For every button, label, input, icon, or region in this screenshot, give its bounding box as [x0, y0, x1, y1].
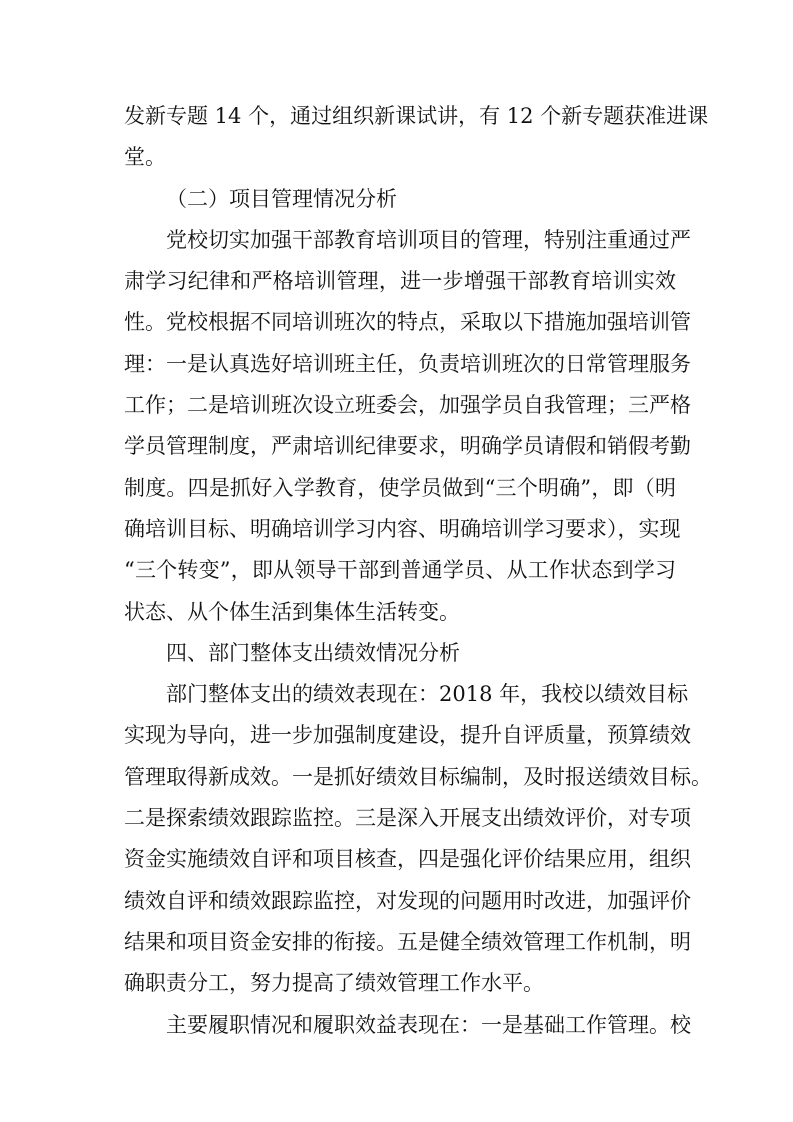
text-line: 学员管理制度，严肃培训纪律要求，明确学员请假和销假考勤	[124, 434, 691, 459]
text-line: 管理取得新成效。一是抓好绩效目标编制，及时报送绩效目标。	[124, 764, 712, 789]
text-line: 主要履职情况和履职效益表现在：一是基础工作管理。校	[166, 1012, 691, 1037]
text-line: 工作；二是培训班次设立班委会，加强学员自我管理；三严格	[124, 393, 691, 418]
text-line: 实现为导向，进一步加强制度建设，提升自评质量，预算绩效	[124, 723, 691, 748]
text-line: 结果和项目资金安排的衔接。五是健全绩效管理工作机制，明	[124, 929, 691, 954]
document-body	[124, 96, 712, 1046]
text-line: 性。党校根据不同培训班次的特点，采取以下措施加强培训管	[124, 310, 691, 335]
paragraph-expenditure-performance	[124, 674, 712, 1004]
heading-text: （二）项目管理情况分析	[166, 186, 397, 211]
section-heading-project-management	[124, 179, 676, 220]
text-line: 确培训目标、明确培训学习内容、明确培训学习要求），实现	[124, 516, 681, 541]
paragraph-duty-performance	[124, 1005, 691, 1046]
paragraph-project-management	[124, 220, 691, 633]
heading-text: 四、部门整体支出绩效情况分析	[166, 640, 460, 665]
text-line: 堂。	[124, 145, 166, 170]
text-line: “三个转变”，即从领导干部到普通学员、从工作状态到学习	[124, 558, 676, 583]
text-line: 状态、从个体生活到集体生活转变。	[124, 599, 460, 624]
text-line: 绩效自评和绩效跟踪监控，对发现的问题用时改进，加强评价	[124, 888, 691, 913]
text-line: 理：一是认真选好培训班主任，负责培训班次的日常管理服务	[124, 351, 691, 376]
text-line: 确职责分工，努力提高了绩效管理工作水平。	[124, 971, 544, 996]
paragraph-new-topics	[124, 96, 709, 179]
text-line: 发新专题 14 个，通过组织新课试讲，有 12 个新专题获准进课	[124, 104, 709, 128]
section-heading-expenditure-performance	[124, 633, 676, 674]
text-line: 部门整体支出的绩效表现在：2018 年，我校以绩效目标	[166, 682, 689, 707]
text-line: 资金实施绩效自评和项目核查，四是强化评价结果应用，组织	[124, 847, 691, 872]
text-line: 党校切实加强干部教育培训项目的管理，特别注重通过严	[166, 227, 691, 252]
text-line: 肃学习纪律和严格培训管理，进一步增强干部教育培训实效	[124, 269, 676, 294]
text-line: 二是探索绩效跟踪监控。三是深入开展支出绩效评价，对专项	[124, 806, 691, 831]
text-line: 制度。四是抓好入学教育，使学员做到“三个明确”，即（明	[124, 475, 676, 500]
